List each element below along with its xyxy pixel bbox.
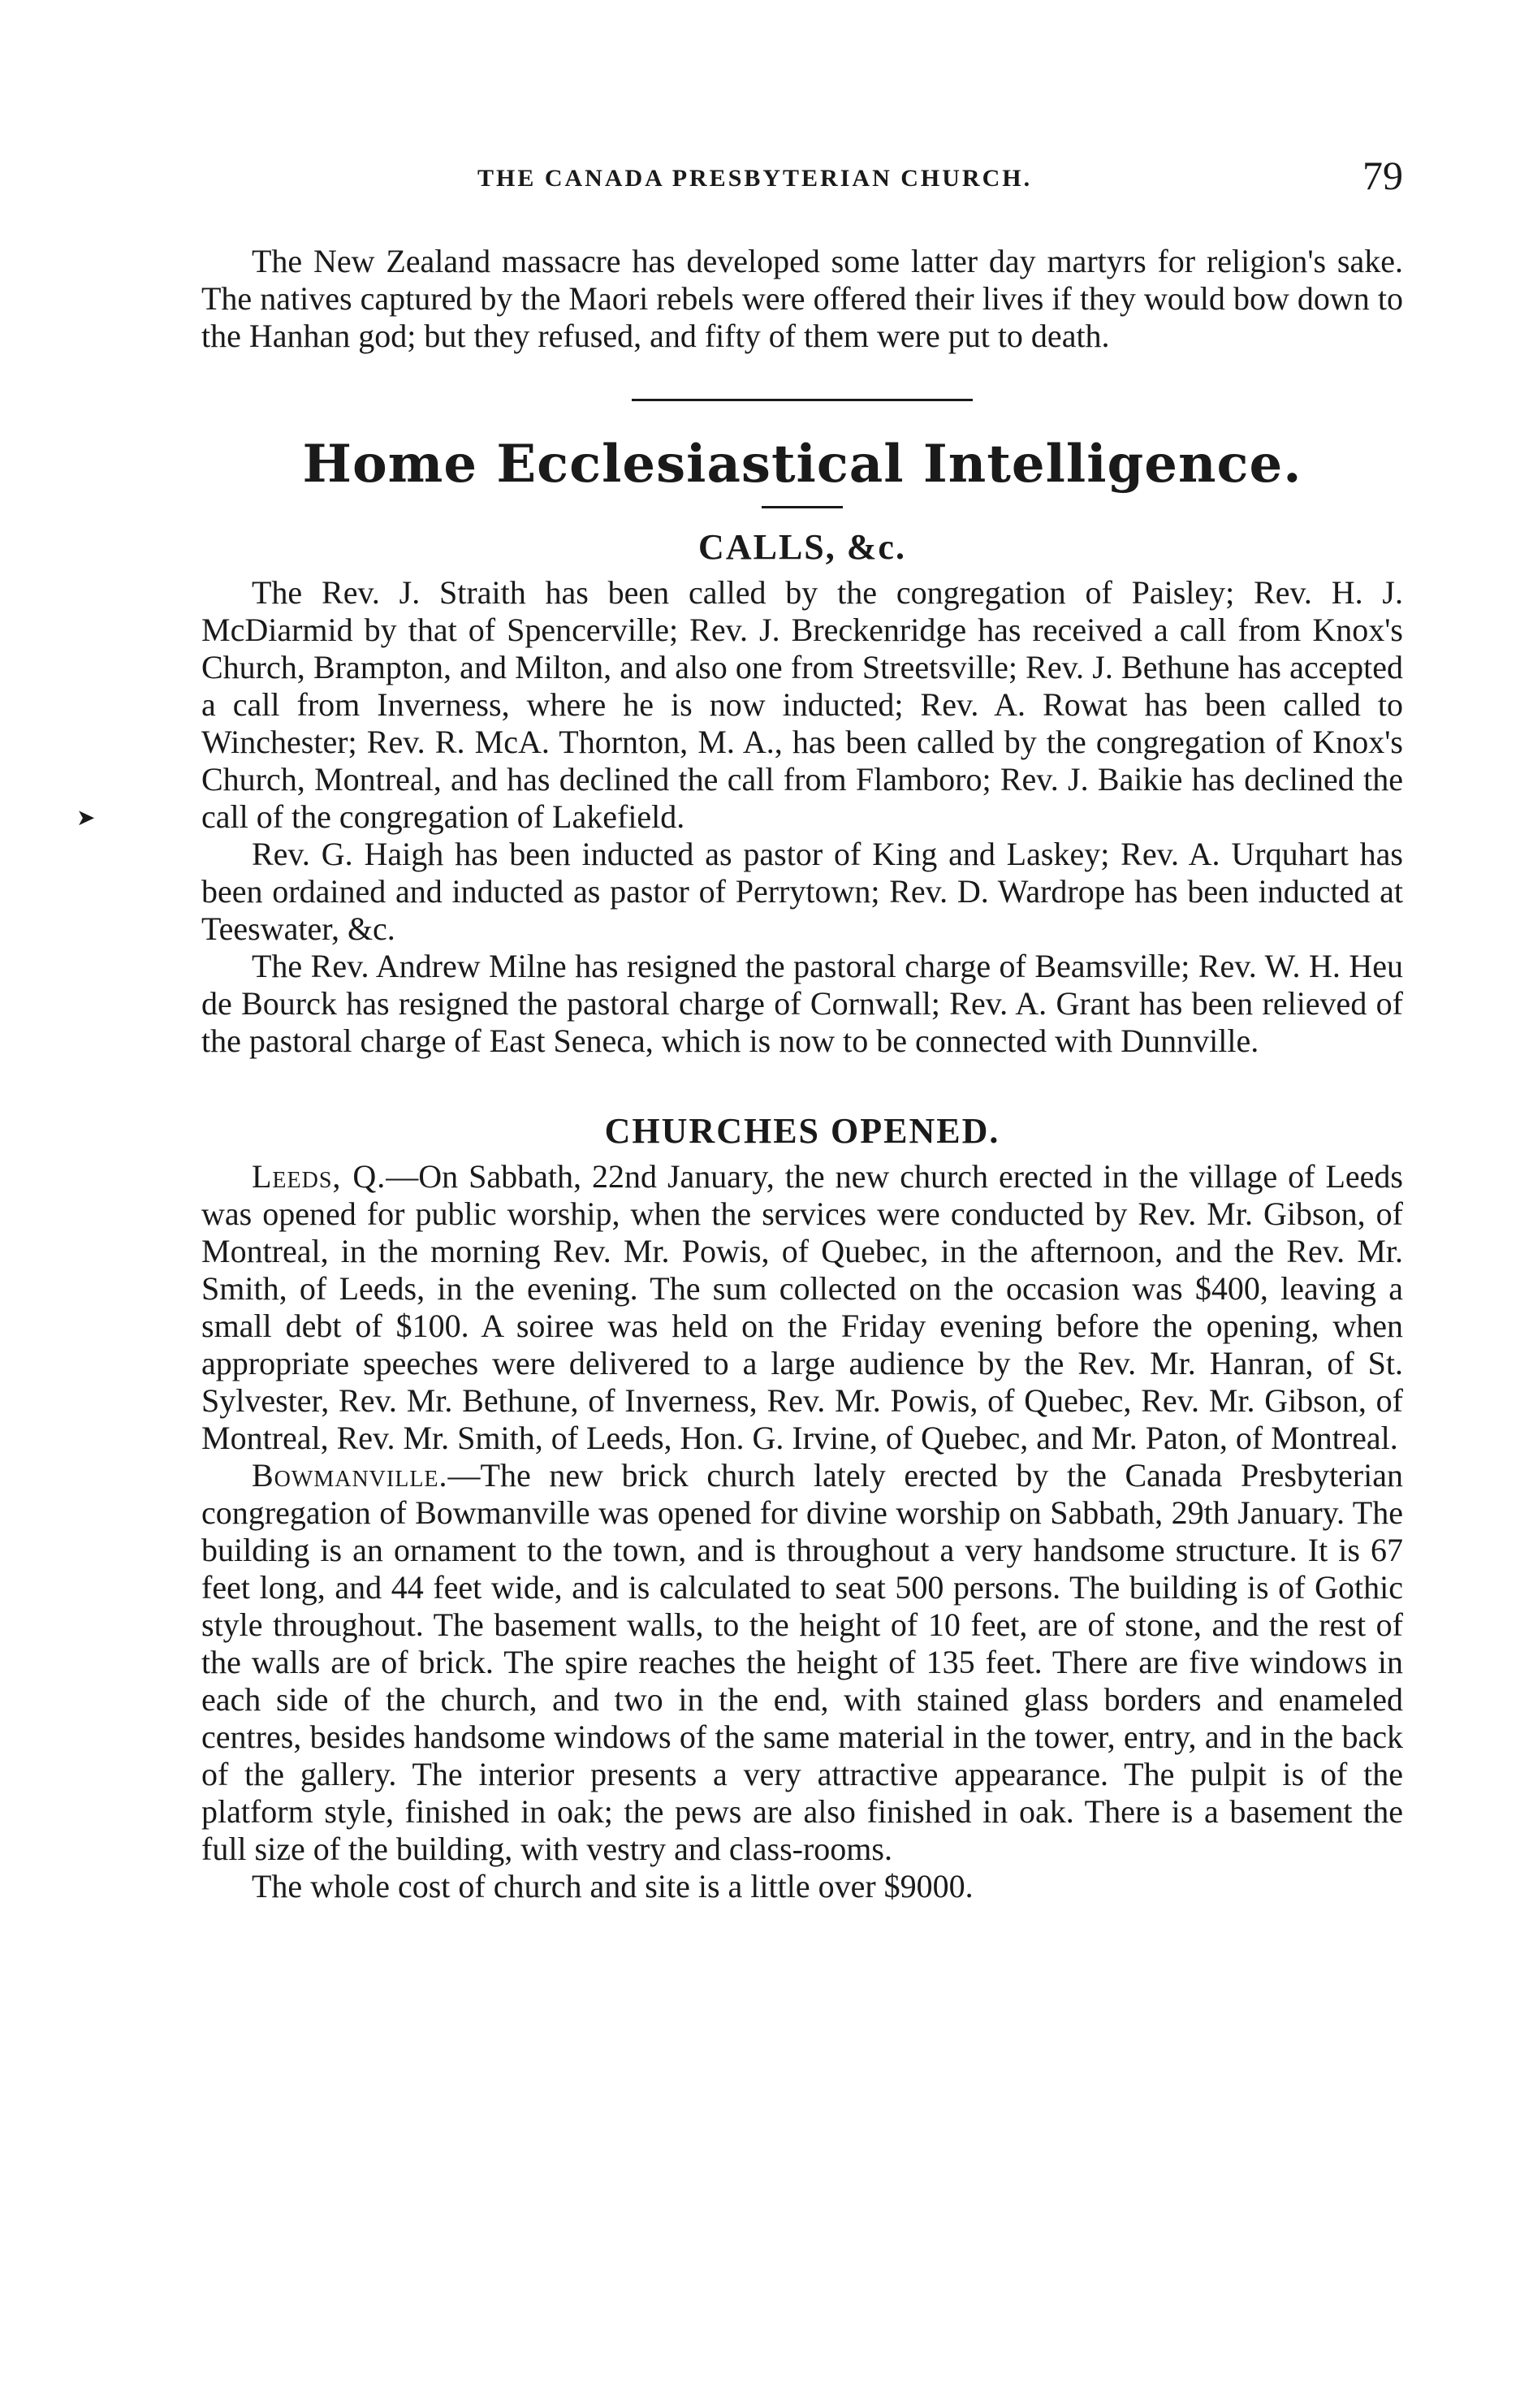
leeds-text: —On Sabbath, 22nd January, the new church erected in the village of Leeds was opened for public worship, when the services were conducted by Rev. Mr. Gibson, of Montreal, in the morning Rev. Mr. Powis, of Quebec, in the afternoon, and the Rev. Mr. Smith, of Leeds, in the evening. The sum collected on the occasion was $400, leaving a small debt of $100. A soiree was held on the Friday evening before the opening, when appropriate speeches were delivered to a large audience by the Rev. Mr. Hanran, of St. Sylvester, Rev. Mr. Bethune, of Inverness, Rev. Mr. Powis, of Quebec, Rev. Mr. Gibson, of Montreal, Rev. Mr. Smith, of Leeds, Hon. G. Irvine, of Quebec, and Mr. Paton, of Montreal. [201,1158,1403,1456]
bowmanville-place-name: Bowmanville. [252,1457,448,1494]
calls-paragraph: Rev. G. Haigh has been inducted as pastor of King and Laskey; Rev. A. Urquhart has been ordained and inducted as pastor of Perrytown; Rev. D. Wardrope has been inducted at Teeswater, &c. [201,836,1403,947]
calls-paragraph: The Rev. J. Straith has been called by the congregation of Paisley; Rev. H. J. McDiarmid by that of Spencerville; Rev. J. Breckenridge has received a call from Knox's Church, Brampton, and Milton, and also one from Streetsville; Rev. J. Bethune has accepted a call from Inverness, where he is now inducted; Rev. A. Rowat has been called to Winchester; Rev. R. McA. Thornton, M. A., has been called by the congregation of Knox's Church, Montreal, and has declined the call from Flamboro; Rev. J. Baikie has declined the call of the congregation of Lakefield. [201,574,1403,835]
churches-opened-heading: CHURCHES OPENED. [604,1111,1000,1151]
calls-heading: CALLS, &c. [698,527,906,567]
intro-paragraph: The New Zealand massacre has developed some latter day martyrs for religion's sake. The natives captured by the Maori rebels were offered their lives if they would bow down to the Hanhan god; but they refused, and fifty of them were put to death. [201,243,1403,354]
page-number: 79 [1362,153,1403,198]
bowmanville-text: —The new brick church lately erected by the Canada Presbyterian congregation of Bowmanville was opened for divine worship on Sabbath, 29th January. The building is an ornament to the town, and is throughout a very handsome structure. It is 67 feet long, and 44 feet wide, and is calculated to seat 500 persons. The building is of Gothic style throughout. The basement walls, to the height of 10 feet, are of stone, and the rest of the walls are of brick. The spire reaches the height of 135 feet. There are five windows in each side of the church, and two in the end, with stained glass borders and enameled centres, besides handsome windows of the same material in the tower, entry, and in the back of the gallery. The interior presents a very attractive appearance. The pulpit is of the platform style, finished in oak; the pews are also finished in oak. There is a basement the full size of the building, with vestry and class-rooms. [201,1457,1403,1867]
leeds-paragraph [201,1158,1403,1457]
title-underline [762,506,843,508]
running-head [201,153,1403,210]
bowmanville-paragraph [201,1457,1403,1868]
section-title: Home Ecclesiastical Intelligence. [302,434,1302,495]
calls-paragraph: The Rev. Andrew Milne has resigned the pastoral charge of Beamsville; Rev. W. H. Heu de Bourck has resigned the pastoral charge of Cornwall; Rev. A. Grant has been relieved of the pastoral charge of East Seneca, which is now to be connected with Dunnville. [201,948,1403,1059]
section-divider [632,399,973,401]
leeds-place-name: Leeds, Q. [252,1158,386,1195]
page [201,153,1403,1905]
running-title: THE CANADA PRESBYTERIAN CHURCH. [477,165,1033,192]
closing-paragraph: The whole cost of church and site is a little over $9000. [252,1868,974,1904]
margin-arrow-mark: ➤ [76,806,96,831]
